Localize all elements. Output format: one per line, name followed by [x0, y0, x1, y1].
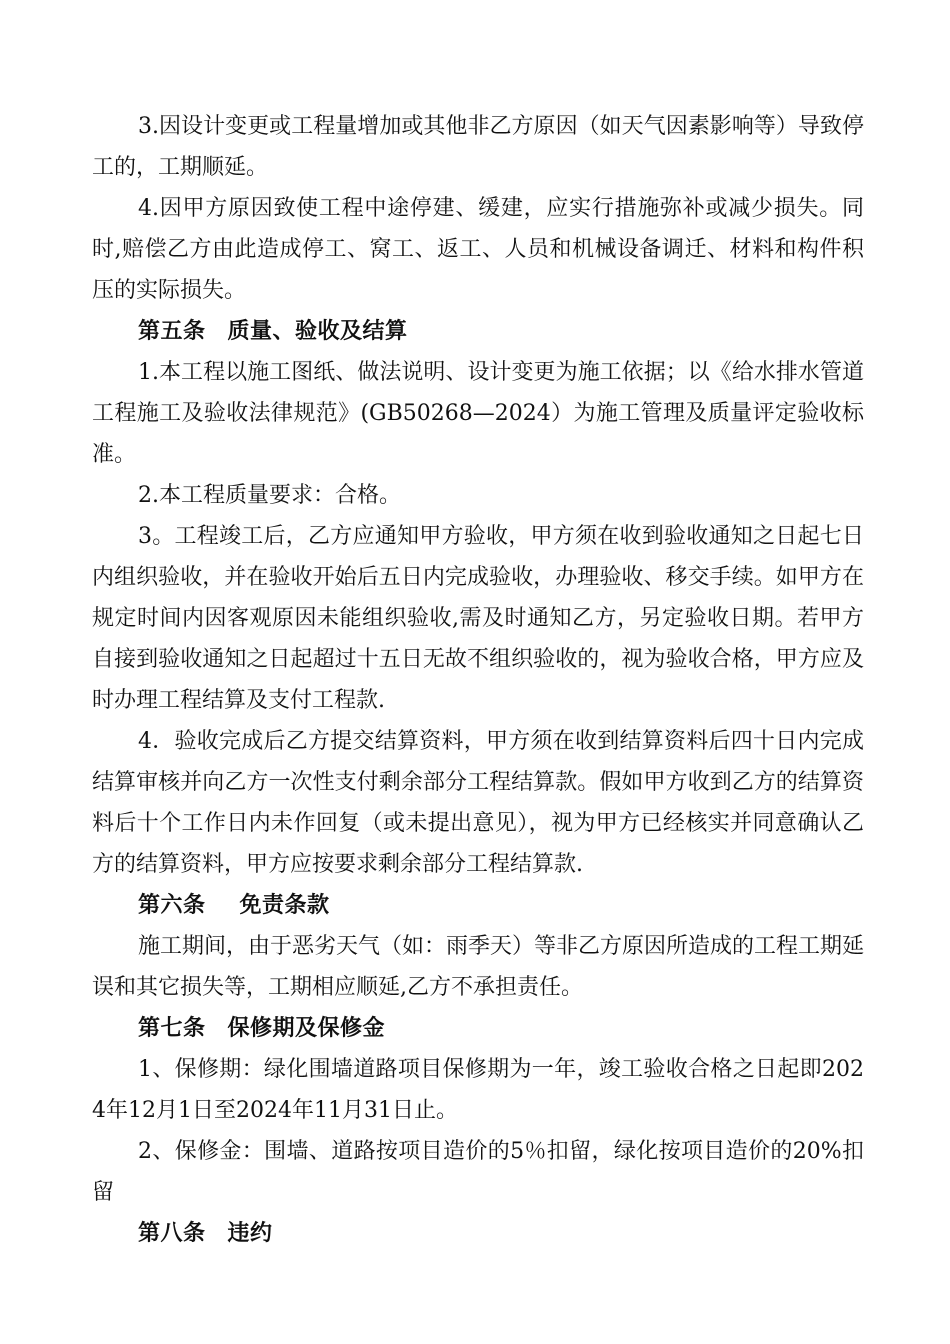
article-5-number: 第五条 [138, 318, 206, 344]
article-7-heading [92, 1008, 864, 1049]
article-6-title: 免责条款 [239, 892, 330, 918]
article-8-heading [92, 1213, 864, 1254]
article-6-heading [92, 885, 864, 926]
paragraph-clause-5-1: 1.本工程以施工图纸、做法说明、设计变更为施工依据；以《给水排水管道工程施工及验收法律规范》(GB50268—2024）为施工管理及质量评定验收标准。 [92, 360, 864, 467]
article-8-number: 第八条 [138, 1220, 206, 1246]
paragraph-clause-7-2: 2、保修金：围墙、道路按项目造价的5％扣留，绿化按项目造价的20%扣留 [92, 1139, 864, 1205]
paragraph-clause-7-1: 1、保修期：绿化围墙道路项目保修期为一年，竣工验收合格之日起即2024年12月1日至2024年11月31日止。 [92, 1057, 864, 1123]
article-5-title: 质量、验收及结算 [227, 318, 408, 344]
article-6-number: 第六条 [138, 892, 206, 918]
document-page [92, 106, 864, 1254]
article-7-number: 第七条 [138, 1015, 206, 1041]
paragraph-clause-5-2: 2.本工程质量要求：合格。 [138, 483, 401, 508]
article-5-heading [92, 311, 864, 352]
paragraph-clause-5-4: 4．验收完成后乙方提交结算资料，甲方须在收到结算资料后四十日内完成结算审核并向乙方一次性支付剩余部分工程结算款。假如甲方收到乙方的结算资料后十个工作日内未作回复（或未提出意见），视为甲方已经核实并同意确认乙方的结算资料，甲方应按要求剩余部分工程结算款. [92, 729, 864, 877]
paragraph-clause-4-4: 4.因甲方原因致使工程中途停建、缓建，应实行措施弥补或减少损失。同时,赔偿乙方由此造成停工、窝工、返工、人员和机械设备调迁、材料和构件积压的实际损失。 [92, 196, 864, 303]
article-8-title: 违约 [227, 1220, 273, 1246]
paragraph-clause-5-3: 3。工程竣工后，乙方应通知甲方验收，甲方须在收到验收通知之日起七日内组织验收，并在验收开始后五日内完成验收，办理验收、移交手续。如甲方在规定时间内因客观原因未能组织验收,需及时通知乙方，另定验收日期。若甲方自接到验收通知之日起超过十五日无故不组织验收的，视为验收合格，甲方应及时办理工程结算及支付工程款. [92, 524, 864, 713]
paragraph-clause-4-3: 3.因设计变更或工程量增加或其他非乙方原因（如天气因素影响等）导致停工的，工期顺延。 [92, 114, 864, 180]
paragraph-clause-6-body: 施工期间，由于恶劣天气（如：雨季天）等非乙方原因所造成的工程工期延误和其它损失等，工期相应顺延,乙方不承担责任。 [92, 934, 865, 1000]
article-7-title: 保修期及保修金 [227, 1015, 386, 1041]
